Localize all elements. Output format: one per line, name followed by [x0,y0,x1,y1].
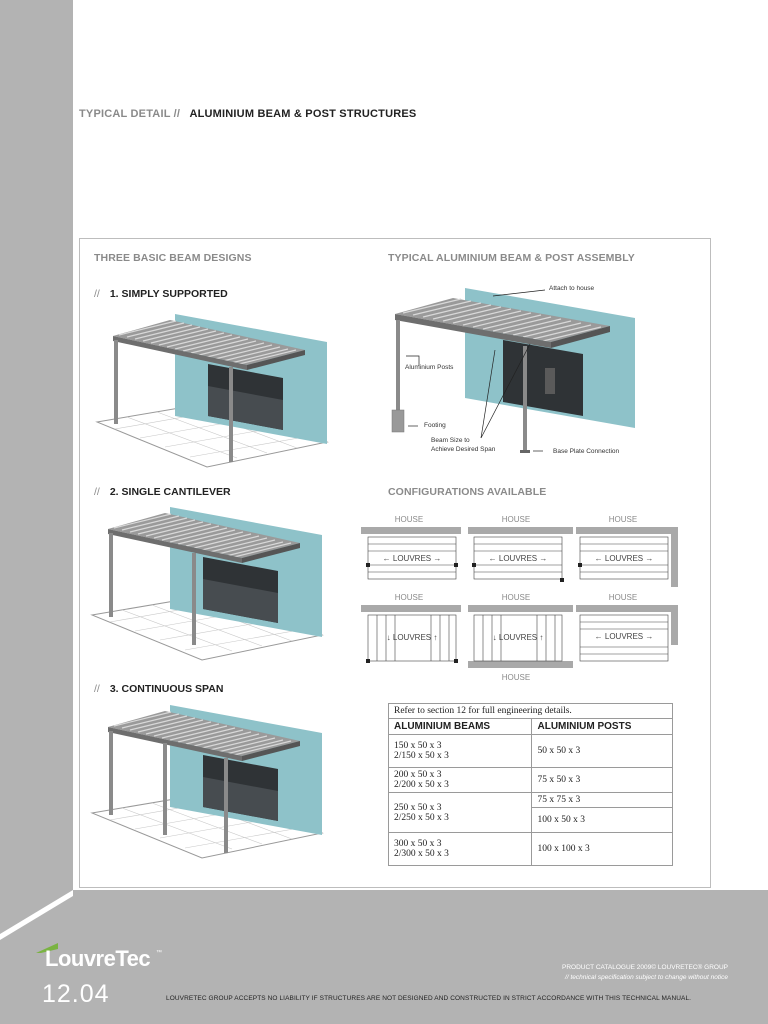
house-label-r2c2: HOUSE [501,593,531,602]
design-name-2: 2. SINGLE CANTILEVER [109,486,231,498]
beam-4b: 2/300 x 50 x 3 [394,849,449,859]
beam-4a: 300 x 50 x 3 [394,839,442,849]
post-cell-4: 100 x 50 x 3 [532,808,673,833]
house-label-r1c2: HOUSE [501,515,531,524]
design-name-3: 3. CONTINUOUS SPAN [109,683,224,695]
design-slash-1: // [94,288,100,300]
assembly-heading: TYPICAL ALUMINIUM BEAM & POST ASSEMBLY [388,252,635,264]
catalogue-line: PRODUCT CATALOGUE 2009© LOUVRETEC® GROUP [562,964,728,971]
svg-text:← LOUVRES →: ← LOUVRES → [382,554,442,563]
louvres-label-5: LOUVRES [498,633,538,642]
svg-text:↓ LOUVRES ↑: ↓ LOUVRES ↑ [492,633,544,642]
design-label-3 [94,683,223,695]
beam-2a: 200 x 50 x 3 [394,770,442,780]
louvres-label-2: LOUVRES [498,554,538,563]
post-cell-1: 50 x 50 x 3 [532,735,673,768]
label-base-plate: Base Plate Connection [553,448,620,455]
beam-3a: 250 x 50 x 3 [394,802,442,813]
brand-trademark: ™ [156,950,162,956]
beam-2b: 2/200 x 50 x 3 [394,780,449,790]
svg-text:← LOUVRES →: ← LOUVRES → [488,554,548,563]
assembly-illustration [385,280,645,465]
house-label-r1c1: HOUSE [394,515,424,524]
louvres-label-1: LOUVRES [392,554,432,563]
beam-cell-3 [389,793,532,833]
configurations-diagram [358,508,688,688]
design-label-1 [94,288,228,300]
spec-table [388,703,673,866]
house-label-r1c3: HOUSE [608,515,638,524]
beam-cell-2 [389,768,532,793]
label-beam-size-2: Achieve Desired Span [431,446,496,453]
louvres-label-3: LOUVRES [604,554,644,563]
title-main: ALUMINIUM BEAM & POST STRUCTURES [189,108,417,120]
label-beam-size-1: Beam Size to [431,437,470,444]
liability-disclaimer: LOUVRETEC GROUP ACCEPTS NO LIABILITY IF STRUCTURES ARE NOT DESIGNED AND CONSTRUCTED IN STRICT ACCORDANCE WITH THIS TECHNICAL MANUAL. [166,995,692,1002]
beam-3b: 2/250 x 50 x 3 [394,812,449,823]
beam-designs-heading: THREE BASIC BEAM DESIGNS [94,252,252,264]
brand-logo-text: LouvreTec [45,946,151,971]
spec-note: Refer to section 12 for full engineering details. [389,704,673,719]
svg-text:← LOUVRES →: ← LOUVRES → [594,554,654,563]
title-prefix: TYPICAL DETAIL // [79,108,181,120]
house-label-bottom: HOUSE [501,673,531,682]
post-cell-3: 75 x 75 x 3 [532,793,673,808]
continuous-span-illustration [90,703,330,868]
house-label-r2c1: HOUSE [394,593,424,602]
spec-change-note: // technical specification subject to change without notice [565,974,728,981]
label-aluminium-posts: Aluminium Posts [405,364,454,371]
label-attach-to-house: Attach to house [549,285,595,292]
beam-1a: 150 x 50 x 3 [394,741,442,751]
posts-header: ALUMINIUM POSTS [532,719,673,735]
beam-1b: 2/150 x 50 x 3 [394,751,449,761]
post-cell-5: 100 x 100 x 3 [532,833,673,866]
single-cantilever-illustration [90,505,330,670]
svg-text:↓ LOUVRES ↑: ↓ LOUVRES ↑ [386,633,438,642]
svg-text:← LOUVRES →: ← LOUVRES → [594,632,654,641]
beams-header: ALUMINIUM BEAMS [389,719,532,735]
design-slash-2: // [94,486,100,498]
simply-supported-illustration [95,312,335,477]
beam-cell-4 [389,833,532,866]
page-number: 12.04 [42,980,110,1008]
house-label-r2c3: HOUSE [608,593,638,602]
design-slash-3: // [94,683,100,695]
left-sidebar-band [0,0,73,890]
page-title [79,108,416,120]
design-label-2 [94,486,231,498]
post-cell-2: 75 x 50 x 3 [532,768,673,793]
configurations-heading: CONFIGURATIONS AVAILABLE [388,486,547,498]
louvres-label-6: LOUVRES [604,632,644,641]
design-name-1: 1. SIMPLY SUPPORTED [109,288,228,300]
louvres-label-4: LOUVRES [392,633,432,642]
beam-cell-1 [389,735,532,768]
label-footing: Footing [424,422,446,429]
